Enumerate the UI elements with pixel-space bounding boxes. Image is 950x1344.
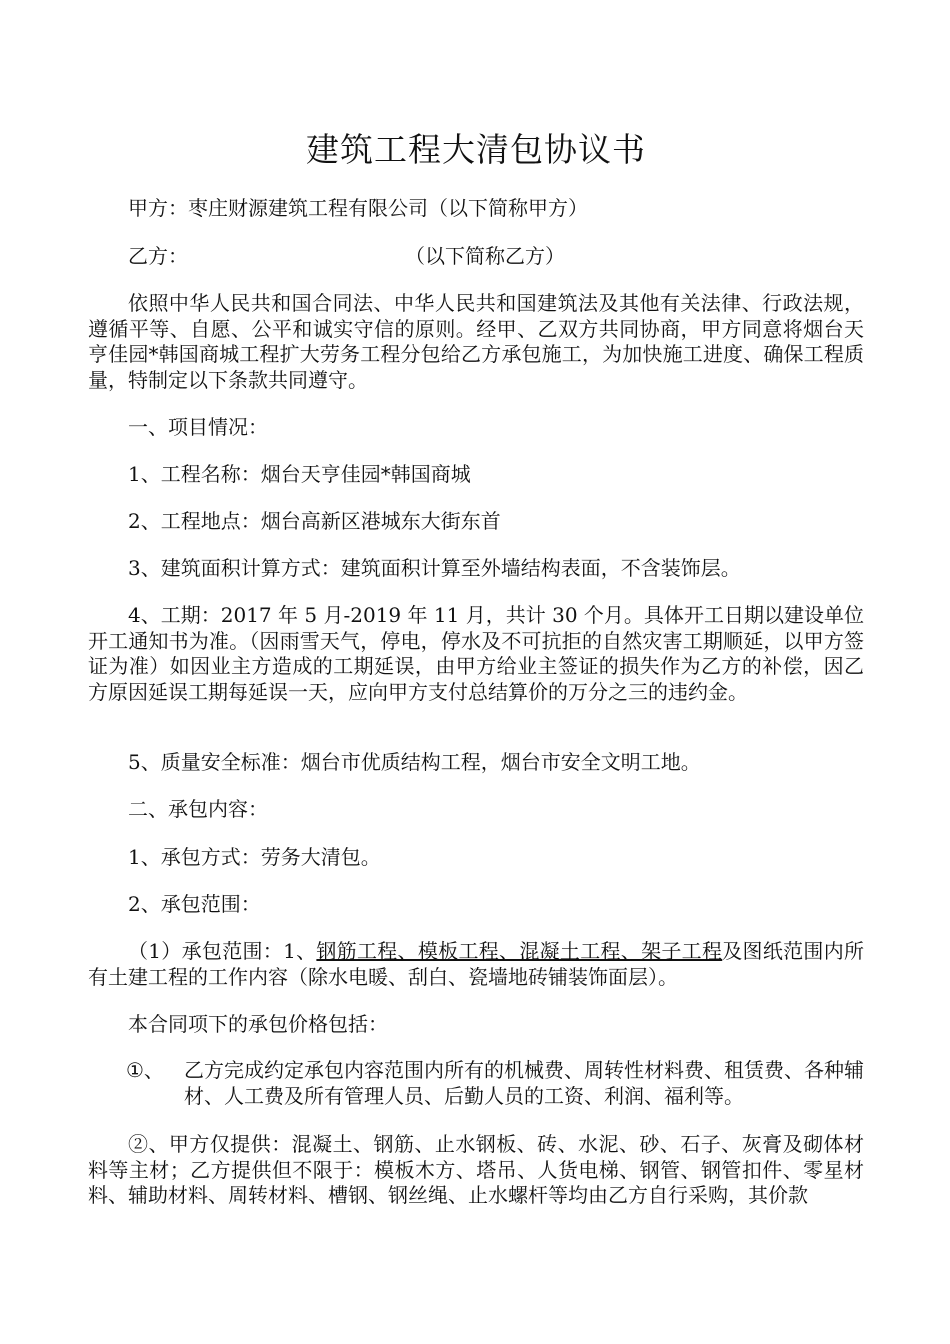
scope-prefix: （1）承包范围：1、 [128,939,317,963]
section-project-info-heading: 一、项目情况： [128,415,268,439]
contract-method-item: 1、承包方式：劳务大清包。 [128,845,381,869]
scope-underlined-works: 钢筋工程、模板工程、混凝土工程、架子工程 [316,939,723,963]
party-a-line: 甲方：枣庄财源建筑工程有限公司（以下简称甲方） [128,196,588,220]
quality-standard-item: 5、质量安全标准：烟台市优质结构工程，烟台市安全文明工地。 [128,750,701,774]
document-page [88,0,864,1344]
price-item-1-text: 乙方完成约定承包内容范围内所有的机械费、周转性材料费、租赁费、各种辅材、人工费及所有管理人员、后勤人员的工资、利润、福利等。 [184,1058,864,1108]
price-item-1 [126,1058,864,1109]
project-name-item: 1、工程名称：烟台天亨佳园*韩国商城 [128,462,471,486]
preamble-paragraph: 依照中华人民共和国合同法、中华人民共和国建筑法及其他有关法律、行政法规，遵循平等、自愿、公平和诚实守信的原则。经甲、乙双方共同协商，甲方同意将烟台天亨佳园*韩国商城工程扩大劳务工程分包给乙方承包施工，为加快施工进度、确保工程质量，特制定以下条款共同遵守。 [88,291,864,392]
party-b-suffix: （以下简称乙方） [405,244,565,268]
area-calculation-item: 3、建筑面积计算方式：建筑面积计算至外墙结构表面，不含装饰层。 [128,556,741,580]
party-b-line [88,244,864,270]
document-title: 建筑工程大清包协议书 [306,130,646,169]
section-contract-scope-heading: 二、承包内容： [128,797,268,821]
schedule-item: 4、工期：2017 年 5 月-2019 年 11 月，共计 30 个月。具体开工日期以建设单位开工通知书为准。（因雨雪天气，停电，停水及不可抗拒的自然灾害工期顺延，以甲方签证为准）如因业主方造成的工期延误，由甲方给业主签证的损失作为乙方的补偿，因乙方原因延误工期每延误一天，应向甲方支付总结算价的万分之三的违约金。 [88,603,864,704]
scope-detail-paragraph [88,939,864,990]
contract-scope-item: 2、承包范围： [128,892,261,916]
price-item-1-marker: ①、 [126,1058,164,1082]
project-location-item: 2、工程地点：烟台高新区港城东大街东首 [128,509,501,533]
scope-suffix: 及图纸范围内所有土建工程的工作内容（除水电暖、刮白、瓷墙地砖铺装饰面层）。 [88,939,865,989]
price-item-2: ②、甲方仅提供：混凝土、钢筋、止水钢板、砖、水泥、砂、石子、灰膏及砌体材料等主材；乙方提供但不限于：模板木方、塔吊、人货电梯、钢管、钢管扣件、零星材料、辅助材料、周转材料、槽钢、钢丝绳、止水螺杆等均由乙方自行采购，其价款 [88,1132,864,1207]
party-b-label: 乙方： [128,244,188,268]
price-intro-line: 本合同项下的承包价格包括： [128,1012,388,1036]
